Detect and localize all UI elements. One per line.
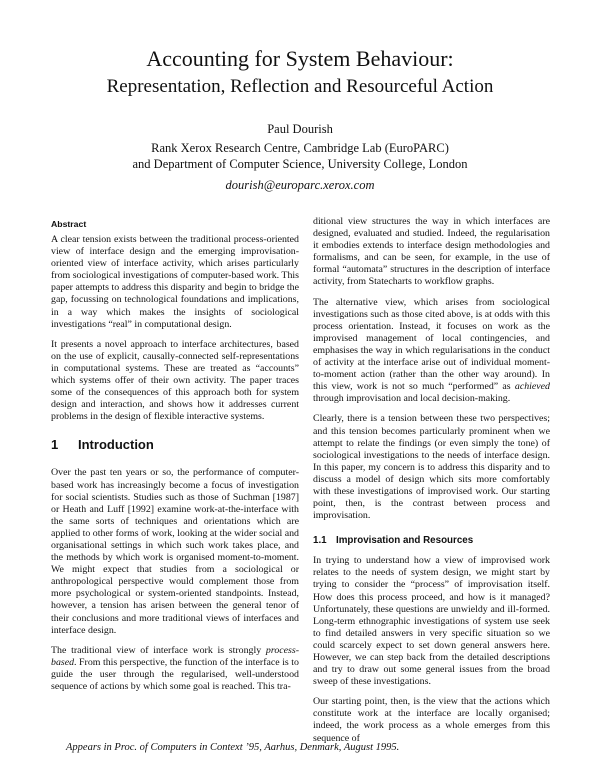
- right-p2-start: The alternative view, which arises from sociological investigations such as those cited above, is at odds with this process orientation. Instead, it focuses on work as the improvised management of local contingencies, and emphasises the way in which regularisations in the conduct of activity at the interface arise out of individual moment-to-moment action (rather than the other way around). In this view, work is not so much “performed” as: [313, 296, 550, 393]
- intro-paragraph-1: Over the past ten years or so, the performance of computer-based work has increasingly become a focus of investigation for social scientists. Studies such as those of Suchman [1987] or Heath and Luff [1992] examine work-at-the-interface with the same sorts of techniques and orientations which are applied to other forms of work, looking at the wider social and organisational settings in which such work takes place, and the methods by which work is organised moment-to-moment. We might expect that studies from a sociological or anthropological perspective would complement those from more psychological or system-oriented standpoints. Instead, however, a tension has arisen between the general tenor of their conclusions and more traditional views of interfaces and interface design.: [51, 467, 299, 636]
- paper-subtitle: Representation, Reflection and Resourceful Action: [106, 76, 494, 97]
- author-email: dourish@europarc.xerox.com: [225, 178, 375, 192]
- intro-p2-start: The traditional view of interface work is strongly: [51, 644, 262, 656]
- affiliation-line-1: Rank Xerox Research Centre, Cambridge Lab (EuroPARC): [151, 141, 449, 155]
- right-p2-rest: through improvisation and local decision-making.: [313, 393, 511, 405]
- section-title: Introduction: [78, 437, 154, 453]
- subsection-title: Improvisation and Resources: [336, 535, 474, 547]
- left-column: [51, 218, 299, 701]
- right-paragraph-4: In trying to understand how a view of improvised work relates to the needs of system design, we might start by trying to consider the “process” of improvisation itself. How does this process proceed, and how is it managed? Unfortunately, these questions are unwieldy and ill-formed. Long-term ethnographic investigations of system use seek to find detailed answers in very specific situation so we could scarcely expect to set down general answers here. However, we can step back from the detailed descriptions and try to draw out some general issues from the broad sweep of these investigations.: [313, 555, 550, 688]
- paper-title: Accounting for System Behaviour:: [146, 46, 454, 71]
- affiliation-line-2: and Department of Computer Science, University College, London: [132, 157, 468, 171]
- publication-footer: Appears in Proc. of Computers in Context ’95, Aarhus, Denmark, August 1995.: [66, 742, 400, 753]
- section-number: 1: [51, 437, 59, 453]
- intro-paragraph-2: [51, 645, 299, 693]
- abstract-paragraph-2: It presents a novel approach to interface architectures, based on the use of explicit, causally-connected self-representations in computational systems. These are treated as “accounts” which systems offer of their own activity. The paper traces some of the consequences of this approach both for system design and interaction, and shows how it addresses current problems in the design of flexible interactive systems.: [51, 338, 299, 423]
- right-paragraph-5: Our starting point, then, is the view that the actions which constitute work at the interface are locally organised; indeed, the work process as a whole emerges from this sequence of: [313, 696, 550, 744]
- right-column: [313, 216, 550, 753]
- section-heading-introduction: [51, 437, 299, 453]
- subsection-heading-improvisation: [313, 535, 550, 547]
- right-paragraph-1: ditional view structures the way in which interfaces are designed, evaluated and studied. Indeed, the regularisation it embodies extends to interface design methodologies and formalisms, and can be seen, for example, in the use of formal “automata” structures in the description of interface activity, from Statecharts to workflow graphs.: [313, 216, 550, 288]
- right-paragraph-2: [313, 297, 550, 406]
- abstract-paragraph-1: A clear tension exists between the traditional process-oriented view of interface design and the emerging improvisation-oriented view of interface activity, which arises particularly from sociological investigations of computer-based work. This paper attempts to address this disparity and begin to bridge the gap, focussing on technological foundations and implications, in a way which makes the insights of sociological investigations “real” in computational design.: [51, 234, 299, 330]
- author-name: Paul Dourish: [267, 122, 333, 136]
- subsection-number: 1.1: [313, 535, 327, 547]
- affiliation: [0, 140, 600, 172]
- abstract-heading: Abstract: [51, 219, 87, 229]
- right-paragraph-3: Clearly, there is a tension between these two perspectives; and this tension becomes particularly prominent when we attempt to relate the findings (or even simply the tone) of sociological investigations to the needs of interface design. In this paper, my concern is to address this disparity and to discuss a model of design which sits more comfortably with these investigations of improvised work. Our starting point, then, is the contrast between process and improvisation.: [313, 413, 550, 522]
- right-p2-emphasis: achieved: [514, 381, 550, 393]
- intro-p2-rest: . From this perspective, the function of the interface is to guide the user through the regularised, well-understood sequence of actions by which some goal is reached. This tra-: [51, 656, 299, 692]
- intro-p2-emphasis: process-based: [51, 644, 299, 668]
